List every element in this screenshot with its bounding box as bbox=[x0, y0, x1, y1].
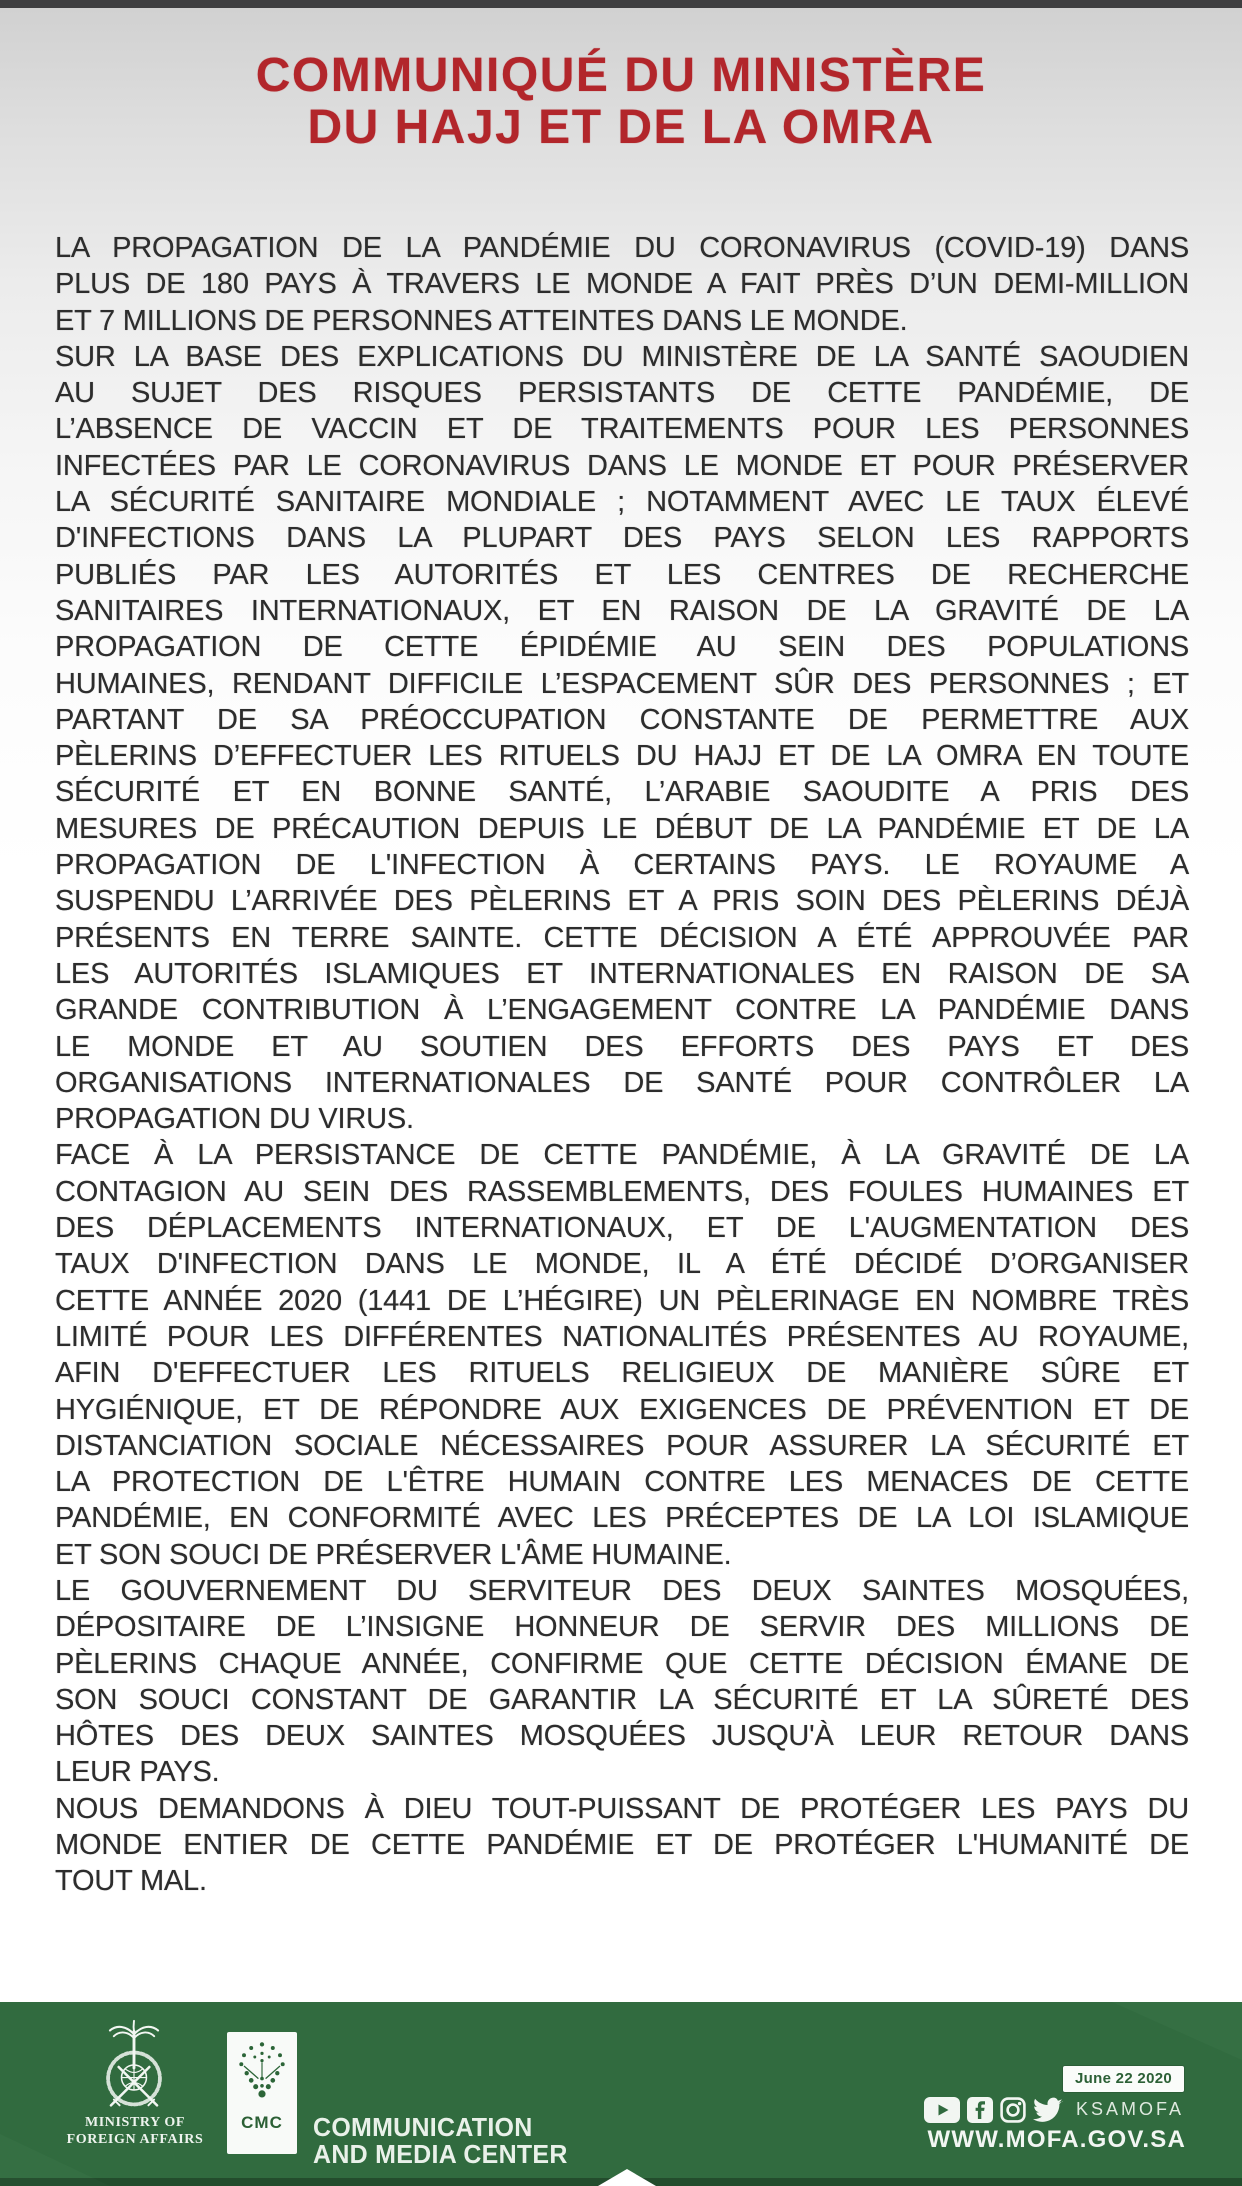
media-center-line1: COMMUNICATION bbox=[313, 2112, 533, 2142]
cmc-logo-box bbox=[227, 2032, 297, 2154]
cmc-logo-icon bbox=[235, 2039, 289, 2111]
body-line: DISTANCIATION SOCIALE NÉCESSAIRES POUR ASSURER LA SÉCURITÉ ET bbox=[55, 1429, 1189, 1462]
body-line: D'INFECTIONS DANS LA PLUPART DES PAYS SELON LES RAPPORTS bbox=[55, 522, 1189, 555]
body-line: PLUS DE 180 PAYS À TRAVERS LE MONDE A FAIT PRÈS D’UN DEMI-MILLION bbox=[55, 268, 1189, 301]
facebook-icon[interactable] bbox=[967, 2097, 993, 2123]
body-line: SON SOUCI CONSTANT DE GARANTIR LA SÉCURITÉ ET LA SÛRETÉ DES bbox=[55, 1683, 1189, 1716]
social-handle: KSAMOFA bbox=[1075, 2099, 1184, 2119]
body-line: ET 7 MILLIONS DE PERSONNES ATTEINTES DANS LE MONDE. bbox=[55, 304, 908, 337]
body-line: DES DÉPLACEMENTS INTERNATIONAUX, ET DE L'AUGMENTATION DES bbox=[55, 1212, 1189, 1245]
page-title-line2: DU HAJJ ET DE LA OMRA bbox=[307, 101, 935, 154]
document-body bbox=[55, 230, 1189, 1900]
body-line: CETTE ANNÉE 2020 (1441 DE L’HÉGIRE) UN PÈLERINAGE EN NOMBRE TRÈS bbox=[55, 1284, 1189, 1317]
body-line: LIMITÉ POUR LES DIFFÉRENTES NATIONALITÉS PRÉSENTES AU ROYAUME, bbox=[55, 1320, 1189, 1353]
body-line: PROPAGATION DE CETTE ÉPIDÉMIE AU SEIN DES POPULATIONS bbox=[55, 631, 1189, 664]
bottom-notch bbox=[598, 2169, 656, 2186]
body-line: LE GOUVERNEMENT DU SERVITEUR DES DEUX SAINTES MOSQUÉES, bbox=[55, 1574, 1189, 1607]
body-line: PROPAGATION DE L'INFECTION À CERTAINS PAYS. LE ROYAUME A bbox=[55, 849, 1189, 882]
body-line: PARTANT DE SA PRÉOCCUPATION CONSTANTE DE PERMETTRE AUX bbox=[55, 703, 1189, 736]
website-url: WWW.MOFA.GOV.SA bbox=[927, 2126, 1186, 2153]
body-line: PANDÉMIE, EN CONFORMITÉ AVEC LES PRÉCEPTES DE LA LOI ISLAMIQUE bbox=[55, 1502, 1189, 1535]
body-line: HÔTES DES DEUX SAINTES MOSQUÉES JUSQU'À LEUR RETOUR DANS bbox=[55, 1720, 1189, 1753]
body-line: LA PROTECTION DE L'ÊTRE HUMAIN CONTRE LES MENACES DE CETTE bbox=[55, 1466, 1189, 1499]
top-border-bar bbox=[0, 0, 1242, 8]
footer-banner bbox=[0, 2002, 1242, 2186]
body-line: PRÉSENTS EN TERRE SAINTE. CETTE DÉCISION A ÉTÉ APPROUVÉE PAR bbox=[55, 921, 1189, 954]
media-center-wordmark bbox=[313, 2114, 568, 2168]
body-line: GRANDE CONTRIBUTION À L’ENGAGEMENT CONTRE LA PANDÉMIE DANS bbox=[55, 994, 1189, 1027]
body-line: TOUT MAL. bbox=[55, 1865, 207, 1898]
social-links-row bbox=[924, 2096, 1184, 2123]
page-title-line1: COMMUNIQUÉ DU MINISTÈRE bbox=[255, 49, 987, 102]
body-line: ET SON SOUCI DE PRÉSERVER L'ÂME HUMAINE. bbox=[55, 1538, 732, 1571]
body-line: PÈLERINS CHAQUE ANNÉE, CONFIRME QUE CETTE DÉCISION ÉMANE DE bbox=[55, 1647, 1189, 1680]
body-line: PROPAGATION DU VIRUS. bbox=[55, 1103, 414, 1136]
footer-corner-accent-top-right bbox=[1112, 2002, 1242, 2060]
body-line: SUSPENDU L’ARRIVÉE DES PÈLERINS ET A PRIS SOIN DES PÈLERINS DÉJÀ bbox=[55, 885, 1189, 918]
body-line: LEUR PAYS. bbox=[55, 1756, 220, 1789]
body-line: PÈLERINS D’EFFECTUER LES RITUELS DU HAJJ ET DE LA OMRA EN TOUTE bbox=[55, 740, 1189, 773]
mofa-wordmark-line2: FOREIGN AFFAIRS bbox=[66, 2132, 204, 2147]
cmc-label: CMC bbox=[241, 2113, 283, 2132]
body-line: TAUX D'INFECTION DANS LE MONDE, IL A ÉTÉ DÉCIDÉ D’ORGANISER bbox=[55, 1248, 1189, 1281]
body-line: INFECTÉES PAR LE CORONAVIRUS DANS LE MONDE ET POUR PRÉSERVER bbox=[55, 449, 1189, 482]
body-line: DÉPOSITAIRE DE L’INSIGNE HONNEUR DE SERVIR DES MILLIONS DE bbox=[55, 1611, 1189, 1644]
body-line: PUBLIÉS PAR LES AUTORITÉS ET LES CENTRES DE RECHERCHE bbox=[55, 558, 1189, 591]
body-line: MESURES DE PRÉCAUTION DEPUIS LE DÉBUT DE LA PANDÉMIE ET DE LA bbox=[55, 812, 1189, 845]
body-line: LE MONDE ET AU SOUTIEN DES EFFORTS DES PAYS ET DES bbox=[55, 1030, 1189, 1063]
body-line: SANITAIRES INTERNATIONAUX, ET EN RAISON DE LA GRAVITÉ DE LA bbox=[55, 594, 1189, 627]
body-line: ORGANISATIONS INTERNATIONALES DE SANTÉ POUR CONTRÔLER LA bbox=[55, 1066, 1189, 1099]
body-line: NOUS DEMANDONS À DIEU TOUT-PUISSANT DE PROTÉGER LES PAYS DU bbox=[55, 1792, 1189, 1825]
page-title bbox=[0, 50, 1242, 154]
media-center-line2: AND MEDIA CENTER bbox=[313, 2139, 568, 2169]
mofa-wordmark bbox=[22, 2114, 248, 2148]
body-line: LES AUTORITÉS ISLAMIQUES ET INTERNATIONALES EN RAISON DE SA bbox=[55, 957, 1189, 990]
body-line: CONTAGION AU SEIN DES RASSEMBLEMENTS, DES FOULES HUMAINES ET bbox=[55, 1175, 1189, 1208]
body-line: LA SÉCURITÉ SANITAIRE MONDIALE ; NOTAMMENT AVEC LE TAUX ÉLEVÉ bbox=[55, 486, 1189, 519]
twitter-icon[interactable] bbox=[1033, 2097, 1064, 2123]
mofa-emblem-icon bbox=[86, 2018, 182, 2114]
body-line: HYGIÉNIQUE, ET DE RÉPONDRE AUX EXIGENCES DE PRÉVENTION ET DE bbox=[55, 1393, 1189, 1426]
body-line: L’ABSENCE DE VACCIN ET DE TRAITEMENTS POUR LES PERSONNES bbox=[55, 413, 1189, 446]
body-line: SÉCURITÉ ET EN BONNE SANTÉ, L’ARABIE SAOUDITE A PRIS DES bbox=[55, 776, 1189, 809]
mofa-wordmark-line1: MINISTRY OF bbox=[84, 2115, 186, 2130]
youtube-icon[interactable] bbox=[924, 2097, 960, 2123]
body-line: AU SUJET DES RISQUES PERSISTANTS DE CETTE PANDÉMIE, DE bbox=[55, 377, 1189, 410]
body-line: LA PROPAGATION DE LA PANDÉMIE DU CORONAVIRUS (COVID-19) DANS bbox=[55, 232, 1189, 264]
body-line: SUR LA BASE DES EXPLICATIONS DU MINISTÈRE DE LA SANTÉ SAOUDIEN bbox=[55, 340, 1189, 373]
body-line: HUMAINES, RENDANT DIFFICILE L’ESPACEMENT SÛR DES PERSONNES ; ET bbox=[55, 667, 1189, 700]
instagram-icon[interactable] bbox=[1000, 2097, 1026, 2123]
body-line: AFIN D'EFFECTUER LES RITUELS RELIGIEUX DE MANIÈRE SÛRE ET bbox=[55, 1357, 1189, 1390]
date-badge: June 22 2020 bbox=[1063, 2066, 1184, 2092]
body-line: MONDE ENTIER DE CETTE PANDÉMIE ET DE PROTÉGER L'HUMANITÉ DE bbox=[55, 1829, 1189, 1862]
body-line: FACE À LA PERSISTANCE DE CETTE PANDÉMIE, À LA GRAVITÉ DE LA bbox=[55, 1139, 1189, 1172]
